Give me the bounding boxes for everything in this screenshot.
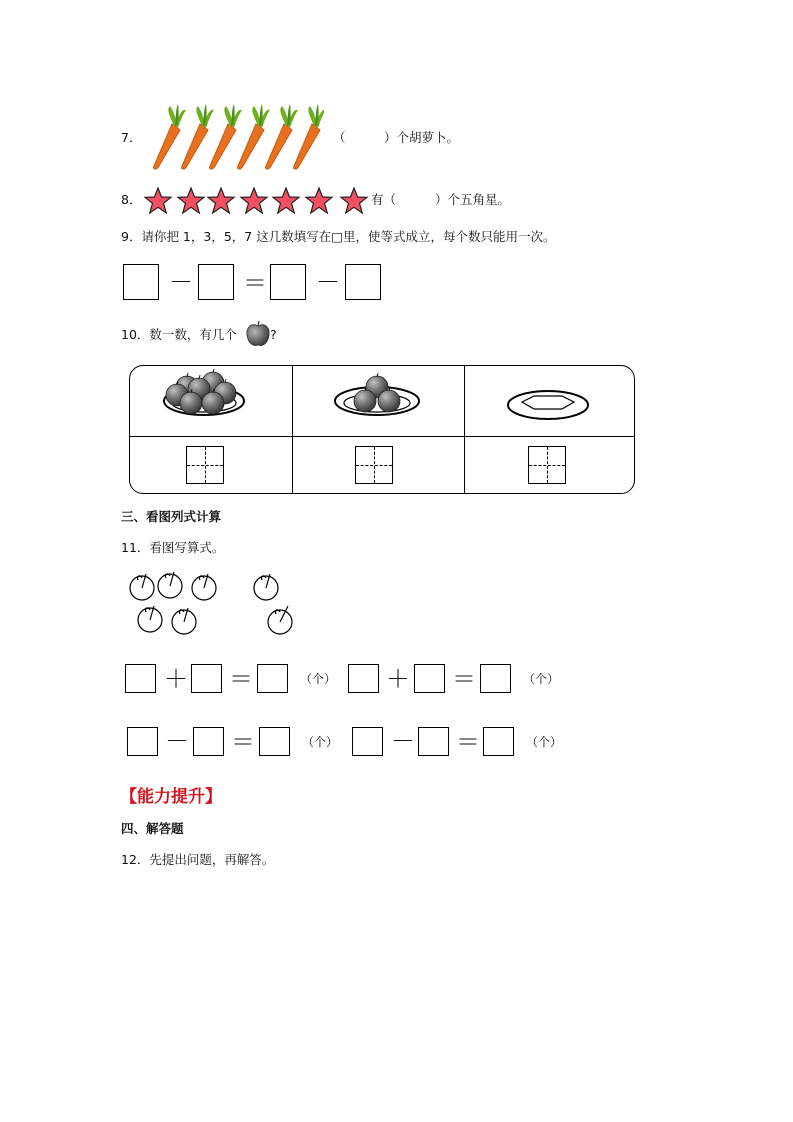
star-icon <box>273 188 299 213</box>
answer-box[interactable] <box>198 264 234 300</box>
answer-box[interactable] <box>193 727 224 756</box>
answer-box[interactable] <box>352 727 383 756</box>
answer-box[interactable] <box>414 664 445 693</box>
q9-text: 9．请你把 1，3，5，7 这几数填写在□里，使等式成立，每个数只能用一次。 <box>121 229 556 244</box>
unit-label: （个） <box>302 735 339 749</box>
carrot-icon <box>266 104 298 169</box>
carrot-icon <box>210 104 242 169</box>
plate-2 <box>335 373 419 415</box>
q7-paren-open: （ <box>333 130 346 145</box>
star-icon <box>306 188 332 213</box>
unit-label: （个） <box>523 672 560 686</box>
apple-icon <box>245 320 271 348</box>
answer-box[interactable] <box>257 664 288 693</box>
carrot-icon <box>238 104 270 169</box>
plates-with-apples <box>129 365 635 437</box>
apple-sketch-icon <box>268 606 292 634</box>
apple-sketch-icon <box>192 574 216 600</box>
ability-heading: 【能力提升】 <box>120 787 222 807</box>
apple-sketch-icon <box>158 572 182 598</box>
q10-text: 10．数一数，有几个 <box>121 327 237 342</box>
minus-sign: － <box>391 727 415 755</box>
answer-box[interactable] <box>483 727 514 756</box>
carrot-icon <box>294 104 324 169</box>
answer-box[interactable] <box>259 727 290 756</box>
answer-box[interactable] <box>348 664 379 693</box>
plate-3 <box>508 391 588 419</box>
carrot-icon <box>182 104 214 169</box>
plus-sign: ＋ <box>386 665 410 693</box>
answer-box[interactable] <box>125 664 156 693</box>
q11-text: 11．看图写算式。 <box>121 540 225 555</box>
answer-box[interactable] <box>191 664 222 693</box>
q8-number: 8． <box>121 192 142 207</box>
q7-number: 7． <box>121 130 142 145</box>
unit-label: （个） <box>300 672 337 686</box>
minus-sign: － <box>316 268 340 296</box>
q8-text: 有（ <box>371 192 397 207</box>
q12-text: 12．先提出问题，再解答。 <box>121 852 275 867</box>
minus-sign: － <box>169 268 193 296</box>
carrot-icon <box>154 104 186 169</box>
star-icon <box>208 188 234 213</box>
sketch-apples <box>124 566 304 642</box>
answer-box[interactable] <box>270 264 306 300</box>
star-icon <box>145 188 171 213</box>
section3-title: 三、看图列式计算 <box>121 509 222 524</box>
answer-box[interactable] <box>480 664 511 693</box>
answer-grid-box[interactable] <box>355 446 393 484</box>
plus-sign: ＋ <box>164 665 188 693</box>
equals-sign: ＝ <box>456 728 480 756</box>
answer-box[interactable] <box>123 264 159 300</box>
equals-sign: ＝ <box>452 665 476 693</box>
unit-label: （个） <box>526 735 563 749</box>
apple-sketch-icon <box>172 608 196 634</box>
q8-suffix: ）个五角星。 <box>435 192 511 207</box>
q7-answer-blank[interactable] <box>345 128 383 146</box>
answer-grid-box[interactable] <box>528 446 566 484</box>
answer-grid-box[interactable] <box>186 446 224 484</box>
carrot-icons <box>148 104 324 170</box>
answer-box[interactable] <box>345 264 381 300</box>
q7-suffix: ）个胡萝卜。 <box>384 130 460 145</box>
section4-title: 四、解答题 <box>121 821 184 836</box>
star-icon <box>178 188 204 213</box>
apple-sketch-icon <box>254 574 278 600</box>
answer-box[interactable] <box>418 727 449 756</box>
equals-sign: ＝ <box>229 665 253 693</box>
star-icon <box>241 188 267 213</box>
apple-sketch-icon <box>130 574 154 600</box>
plate-1 <box>164 369 244 415</box>
q10-question-mark: ? <box>270 327 277 342</box>
minus-sign: － <box>165 727 189 755</box>
answer-box[interactable] <box>127 727 158 756</box>
star-icons <box>144 187 370 215</box>
apple-sketch-icon <box>138 606 162 632</box>
equals-sign: ＝ <box>231 728 255 756</box>
q8-answer-blank[interactable] <box>397 190 435 208</box>
equals-sign: ＝ <box>243 269 267 297</box>
star-icon <box>341 188 367 213</box>
